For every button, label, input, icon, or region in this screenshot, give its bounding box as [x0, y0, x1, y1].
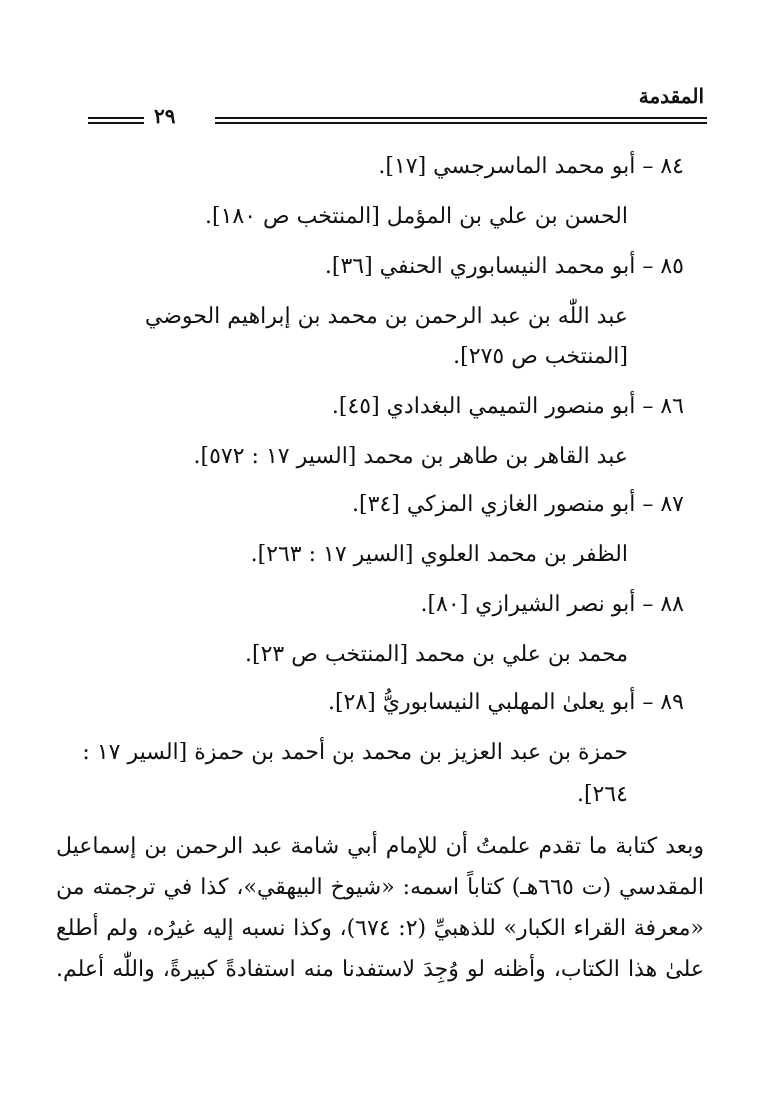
entry-detail: عبد اللّٰه بن عبد الرحمن بن محمد بن إبراهيم الحوضي: [144, 304, 628, 329]
entry-detail: الحسن بن علي بن المؤمل [المنتخب ص ١٨٠].: [204, 204, 628, 229]
entry-heading: ٨٩ – أبو يعلىٰ المهلبي النيسابوريُّ [٢٨].: [327, 690, 684, 715]
paragraph-line: «معرفة القراء الكبار» للذهبيِّ (٢: ٦٧٤)، وكذا نسبه إليه غيرُه، ولم أطلع: [56, 916, 705, 941]
entry-detail: [المنتخب ص ٢٧٥].: [453, 344, 628, 369]
entry-heading: ٨٦ – أبو منصور التميمي البغدادي [٤٥].: [331, 394, 684, 419]
entry-detail: حمزة بن عبد العزيز بن محمد بن أحمد بن حمزة [السير ١٧ :: [82, 740, 628, 765]
header-rule-right-bottom: [215, 122, 707, 124]
entry-detail: عبد القاهر بن طاهر بن محمد [السير ١٧ : ٥٧٢].: [193, 444, 628, 469]
entry-detail: محمد بن علي بن محمد [المنتخب ص ٢٣].: [245, 642, 628, 667]
paragraph-line: علىٰ هذا الكتاب، وأظنه لو وُجِدَ لاستفدنا منه استفادةً كبيرةً، واللّٰه أعلم.: [56, 957, 704, 982]
page-number: ٢٩: [154, 104, 176, 128]
entry-detail: الظفر بن محمد العلوي [السير ١٧ : ٢٦٣].: [250, 542, 628, 567]
entry-heading: ٨٧ – أبو منصور الغازي المزكي [٣٤].: [352, 492, 684, 517]
entry-heading: ٨٨ – أبو نصر الشيرازي [٨٠].: [420, 592, 684, 617]
entry-heading: ٨٥ – أبو محمد النيسابوري الحنفي [٣٦].: [324, 254, 684, 279]
closing-paragraph: [56, 826, 704, 990]
header-rule-right-top: [215, 117, 707, 119]
header-rule-left-top: [88, 117, 144, 119]
paragraph-line: وبعد كتابة ما تقدم علمتُ أن للإمام أبي شامة عبد الرحمن بن إسماعيل: [56, 834, 704, 859]
entry-detail: ٢٦٤].: [576, 782, 628, 807]
entry-heading: ٨٤ – أبو محمد الماسرجسي [١٧].: [378, 154, 684, 179]
paragraph-line: المقدسي (ت ٦٦٥هـ) كتاباً اسمه: «شيوخ البيهقي»، كذا في ترجمته من: [56, 875, 704, 900]
running-header-title: المقدمة: [638, 84, 704, 108]
header-rule-left-bottom: [88, 122, 144, 124]
